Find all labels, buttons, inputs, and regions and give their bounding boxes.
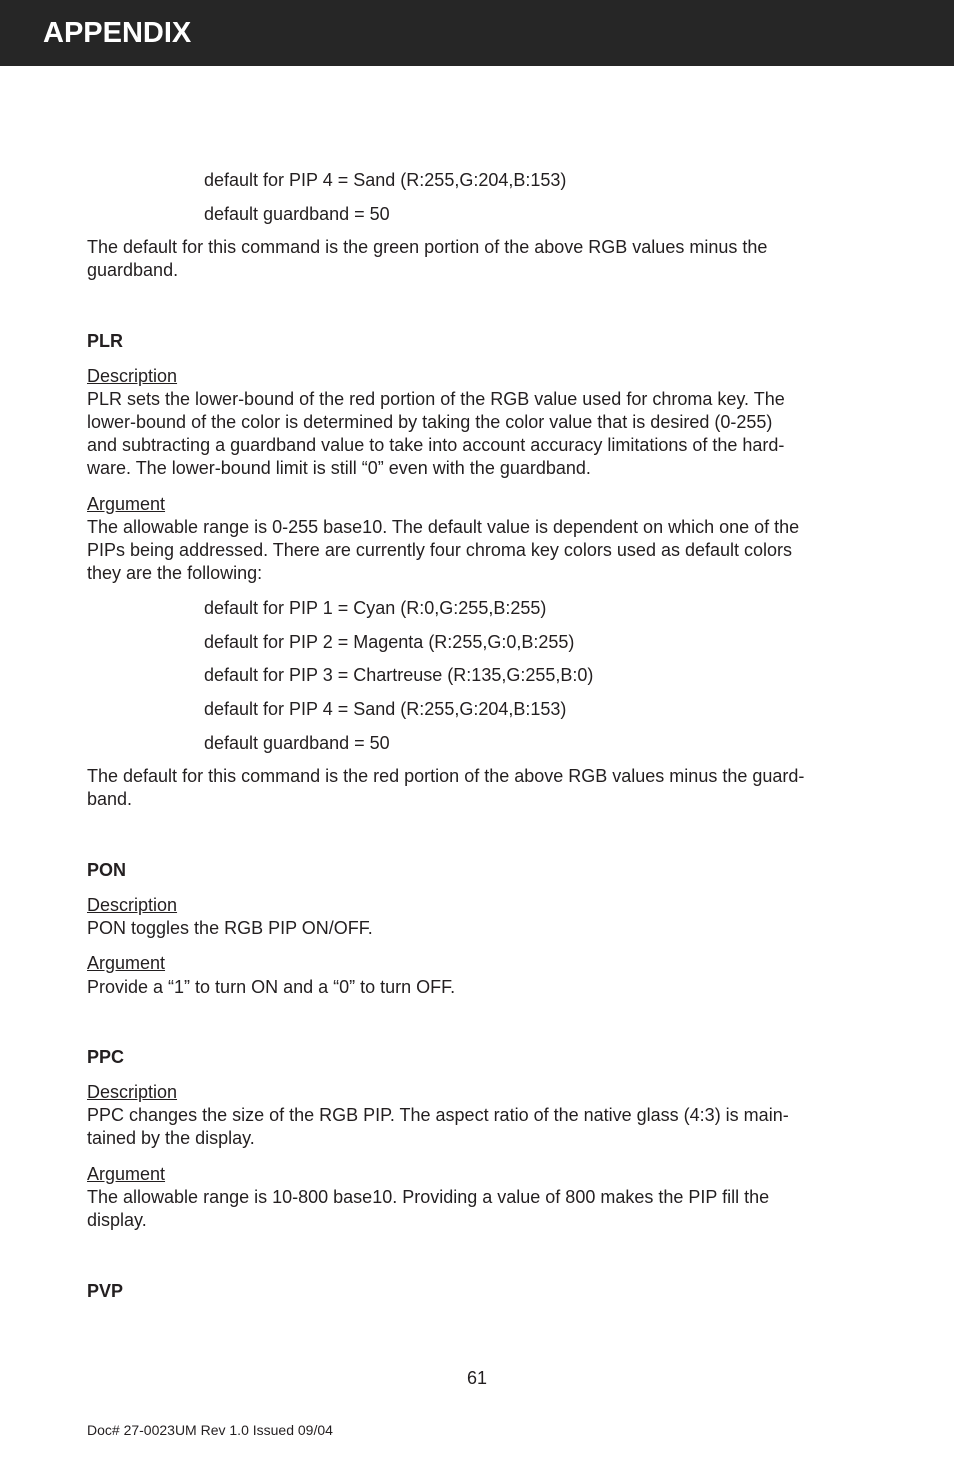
ppc-heading: PPC: [87, 1047, 125, 1067]
pon-argument-label: Argument: [87, 953, 166, 973]
ppc-argument-line: The allowable range is 10-800 base10. Providing a value of 800 makes the PIP fill the: [87, 1187, 770, 1207]
plr-argument-label: Argument: [87, 494, 166, 514]
plr-default-item: default for PIP 4 = Sand (R:255,G:204,B:153): [204, 699, 567, 719]
ppc-description-line: PPC changes the size of the RGB PIP. The aspect ratio of the native glass (4:3) is main-: [87, 1105, 789, 1125]
plr-description-line: PLR sets the lower-bound of the red portion of the RGB value used for chroma key. The: [87, 389, 785, 409]
pvp-heading: PVP: [87, 1281, 124, 1301]
plr-description-label: Description: [87, 366, 178, 386]
page-header: [0, 0, 954, 66]
ppc-description-label: Description: [87, 1082, 178, 1102]
plr-description-line: lower-bound of the color is determined by taking the color value that is desired (0-255): [87, 412, 773, 432]
plr-description-line: ware. The lower-bound limit is still “0” even with the guardband.: [87, 458, 591, 478]
note-line: guardband.: [87, 260, 179, 280]
pon-heading: PON: [87, 860, 127, 880]
plr-default-item: default for PIP 3 = Chartreuse (R:135,G:255,B:0): [204, 665, 594, 685]
page-number: 61: [466, 1368, 488, 1388]
plr-default-item: default for PIP 2 = Magenta (R:255,G:0,B:255): [204, 632, 575, 652]
pon-description-line: PON toggles the RGB PIP ON/OFF.: [87, 918, 373, 938]
default-guardband: default guardband = 50: [204, 204, 390, 224]
plr-note-line: The default for this command is the red portion of the above RGB values minus the guard-: [87, 766, 805, 786]
plr-heading: PLR: [87, 331, 123, 351]
note-line: The default for this command is the green portion of the above RGB values minus the: [87, 237, 768, 257]
plr-default-item: default guardband = 50: [204, 733, 390, 753]
header-title: APPENDIX: [43, 17, 192, 49]
ppc-argument-label: Argument: [87, 1164, 166, 1184]
plr-argument-line: they are the following:: [87, 563, 263, 583]
plr-default-item: default for PIP 1 = Cyan (R:0,G:255,B:255): [204, 598, 547, 618]
pon-argument-line: Provide a “1” to turn ON and a “0” to turn OFF.: [87, 977, 456, 997]
plr-description-line: and subtracting a guardband value to take into account accuracy limitations of the hard-: [87, 435, 785, 455]
plr-argument-line: The allowable range is 0-255 base10. The default value is dependent on which one of the: [87, 517, 800, 537]
document-id: Doc# 27-0023UM Rev 1.0 Issued 09/04: [87, 1422, 333, 1438]
ppc-argument-line: display.: [87, 1210, 147, 1230]
plr-note-line: band.: [87, 789, 133, 809]
ppc-description-line: tained by the display.: [87, 1128, 255, 1148]
plr-argument-line: PIPs being addressed. There are currently four chroma key colors used as default colors: [87, 540, 793, 560]
default-pip4: default for PIP 4 = Sand (R:255,G:204,B:153): [204, 170, 567, 190]
pon-description-label: Description: [87, 895, 178, 915]
